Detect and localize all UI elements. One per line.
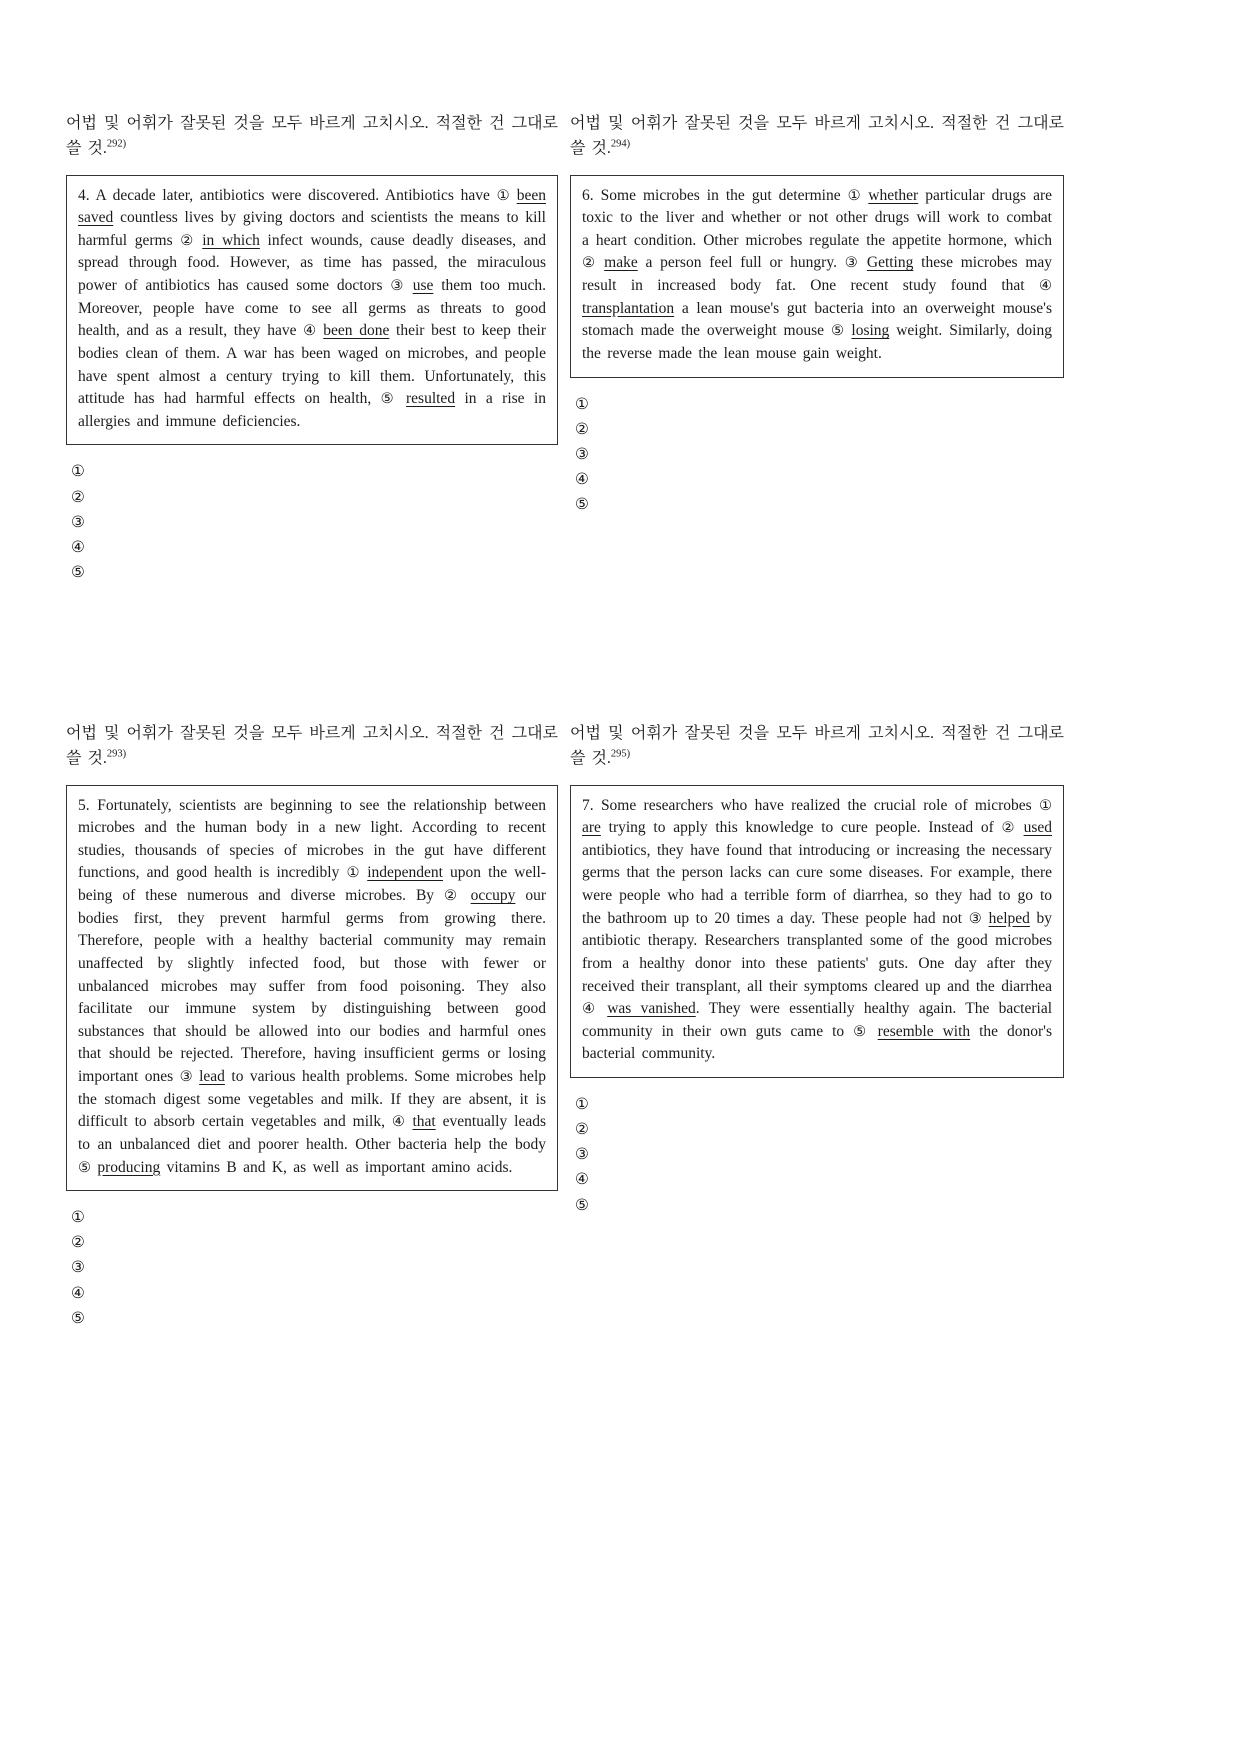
underlined-phrase: are (582, 819, 601, 837)
underlined-phrase: used (1023, 819, 1052, 837)
circled-number: ⑤ (853, 1023, 869, 1040)
circled-number: ① (346, 865, 361, 882)
underlined-phrase: helped (988, 909, 1030, 927)
footnote-ref: 292) (106, 138, 127, 150)
underlined-phrase: in which (202, 231, 260, 249)
underlined-phrase: lead (199, 1068, 225, 1086)
circled-number: ⑤ (380, 391, 397, 408)
answer-line: ④ (71, 537, 85, 556)
answer-lines (570, 1092, 1064, 1218)
answer-line: ④ (575, 1170, 589, 1189)
prompt (570, 112, 1064, 162)
answer-line: ③ (575, 1145, 589, 1164)
underlined-phrase: Getting (866, 254, 914, 272)
answer-line: ⑤ (575, 495, 589, 514)
underlined-phrase: that (412, 1113, 436, 1131)
passage-box (66, 785, 558, 1192)
prompt (570, 722, 1064, 772)
answer-line: ② (575, 1120, 589, 1139)
answer-lines (570, 392, 1064, 518)
answer-lines (66, 459, 558, 585)
underlined-phrase: resemble with (877, 1022, 971, 1040)
answer-line: ④ (575, 469, 589, 488)
circled-number: ④ (1039, 278, 1052, 295)
answer-line: ⑤ (71, 562, 85, 581)
passage-text: Fortunately, scientists are beginning to see the relationship between microbes and the human body in a new light. According to recent studies, thousands of species of microbes in the gut have different functions, and good health is incredibly ① independent upon the well-being of these numerous and diverse microbes. By ② occupy our bodies first, they prevent harmful germs from growing there. Therefore, people with a healthy bacterial community may remain unaffected by slightly infected food, but those with fewer or unbalanced microbes may suffer from food poisoning. They also facilitate our immune system by distinguishing between good substances that should be allowed into our bodies and harmful ones that should be rejected. Therefore, having insufficient germs or losing important ones ③ lead to various health problems. Some microbes help the stomach digest some vegetables and milk. If they are absent, it is difficult to absorb certain vegetables and milk, ④ that eventually leads to an unbalanced diet and poorer health. Other bacteria help the body ⑤ producing vitamins B and K, as well as important amino acids. (78, 796, 547, 1176)
circled-number: ③ (844, 255, 860, 272)
footnote-ref: 293) (106, 748, 127, 760)
question-number: 5. (78, 796, 90, 814)
answer-line: ① (575, 1095, 589, 1114)
prompt-text: 어법 및 어휘가 잘못된 것을 모두 바르게 고치시오. 적절한 건 그대로 쓸 것. (66, 115, 558, 157)
question-number: 6. (582, 186, 594, 204)
underlined-phrase: make (604, 254, 638, 272)
passage-text: Some researchers who have realized the crucial role of microbes ① are trying to apply this knowledge to cure people. Instead of ② used antibiotics, they have found that introducing or increasing the necessary germs that the person lacks can cure some diseases. For example, there were people who had a terrible form of diarrhea, so they had to go to the bathroom up to 20 times a day. These people had not ③ helped by antibiotic therapy. Researchers transplanted some of the good microbes from a healthy donor into these patients' guts. One day after they received their transplant, all their symptoms cleared up and the diarrhea ④ was vanished. They were essentially healthy again. The bacterial community in their own guts came to ⑤ resemble with the donor's bacterial community. (582, 796, 1053, 1063)
circled-number: ① (496, 187, 510, 204)
answer-line: ③ (71, 512, 85, 531)
circled-number: ① (847, 187, 862, 204)
question-block-292 (66, 112, 558, 585)
underlined-phrase: was vanished (607, 1000, 696, 1018)
circled-number: ④ (303, 323, 317, 340)
circled-number: ③ (179, 1069, 193, 1086)
circled-number: ③ (968, 910, 982, 927)
underlined-phrase: been done (323, 322, 390, 340)
prompt (66, 722, 558, 772)
circled-number: ⑤ (78, 1159, 91, 1176)
answer-line: ② (71, 1233, 85, 1252)
underlined-phrase: transplantation (582, 299, 675, 317)
answer-lines (66, 1205, 558, 1331)
passage-text: Some microbes in the gut determine ① whether particular drugs are toxic to the liver and whether or not other drugs will work to combat a heart condition. Other microbes regulate the appetite hormone, which ② make a person feel full or hungry. ③ Getting these microbes may result in increased body fat. One recent study found that ④ transplantation a lean mouse's gut bacteria into an overweight mouse's stomach made the overweight mouse ⑤ losing weight. Similarly, doing the reverse made the lean mouse gain weight. (582, 186, 1053, 362)
question-block-293 (66, 722, 558, 1331)
underlined-phrase: independent (367, 864, 443, 882)
prompt-text: 어법 및 어휘가 잘못된 것을 모두 바르게 고치시오. 적절한 건 그대로 쓸 것. (570, 725, 1064, 767)
answer-line: ① (71, 462, 85, 481)
answer-line: ② (71, 487, 85, 506)
passage-text: A decade later, antibiotics were discovered. Antibiotics have ① been saved countless lives by giving doctors and scientists the means to kill harmful germs ② in which infect wounds, cause deadly diseases, and spread through food. However, as time has passed, the miraculous power of antibiotics has caused some doctors ③ use them too much. Moreover, people have come to see all germs as threats to good health, and as a result, they have ④ been done their best to keep their bodies clean of them. A war has been waged on microbes, and people have spent almost a century trying to kill them. Unfortunately, this attitude has had harmful effects on health, ⑤ resulted in a rise in allergies and immune deficiencies. (78, 186, 547, 430)
question-block-295 (570, 722, 1064, 1218)
circled-number: ② (444, 888, 461, 905)
prompt (66, 112, 558, 162)
underlined-phrase: resulted (406, 390, 456, 408)
prompt-text: 어법 및 어휘가 잘못된 것을 모두 바르게 고치시오. 적절한 건 그대로 쓸 것. (66, 725, 558, 767)
circled-number: ③ (390, 278, 405, 295)
question-block-294 (570, 112, 1064, 517)
underlined-phrase: occupy (470, 887, 516, 905)
underlined-phrase: losing (851, 322, 890, 340)
footnote-ref: 295) (610, 748, 631, 760)
answer-line: ④ (71, 1283, 85, 1302)
footnote-ref: 294) (610, 138, 631, 150)
passage-box (570, 175, 1064, 378)
underlined-phrase: been saved (78, 186, 546, 227)
answer-line: ① (71, 1208, 85, 1227)
underlined-phrase: producing (97, 1158, 161, 1176)
circled-number: ④ (391, 1114, 406, 1131)
answer-line: ② (575, 419, 589, 438)
answer-line: ⑤ (71, 1308, 85, 1327)
circled-number: ② (180, 232, 195, 249)
passage-box (570, 785, 1064, 1079)
circled-number: ⑤ (830, 323, 845, 340)
underlined-phrase: use (412, 277, 434, 295)
answer-line: ⑤ (575, 1195, 589, 1214)
circled-number: ② (582, 255, 597, 272)
circled-number: ② (1001, 820, 1016, 837)
circled-number: ④ (582, 1001, 598, 1018)
question-number: 4. (78, 186, 90, 204)
passage-box (66, 175, 558, 446)
underlined-phrase: whether (868, 186, 919, 204)
answer-line: ① (575, 394, 589, 413)
answer-line: ③ (575, 444, 589, 463)
prompt-text: 어법 및 어휘가 잘못된 것을 모두 바르게 고치시오. 적절한 건 그대로 쓸 것. (570, 115, 1064, 157)
question-number: 7. (582, 796, 594, 814)
answer-line: ③ (71, 1258, 85, 1277)
circled-number: ① (1039, 797, 1052, 814)
